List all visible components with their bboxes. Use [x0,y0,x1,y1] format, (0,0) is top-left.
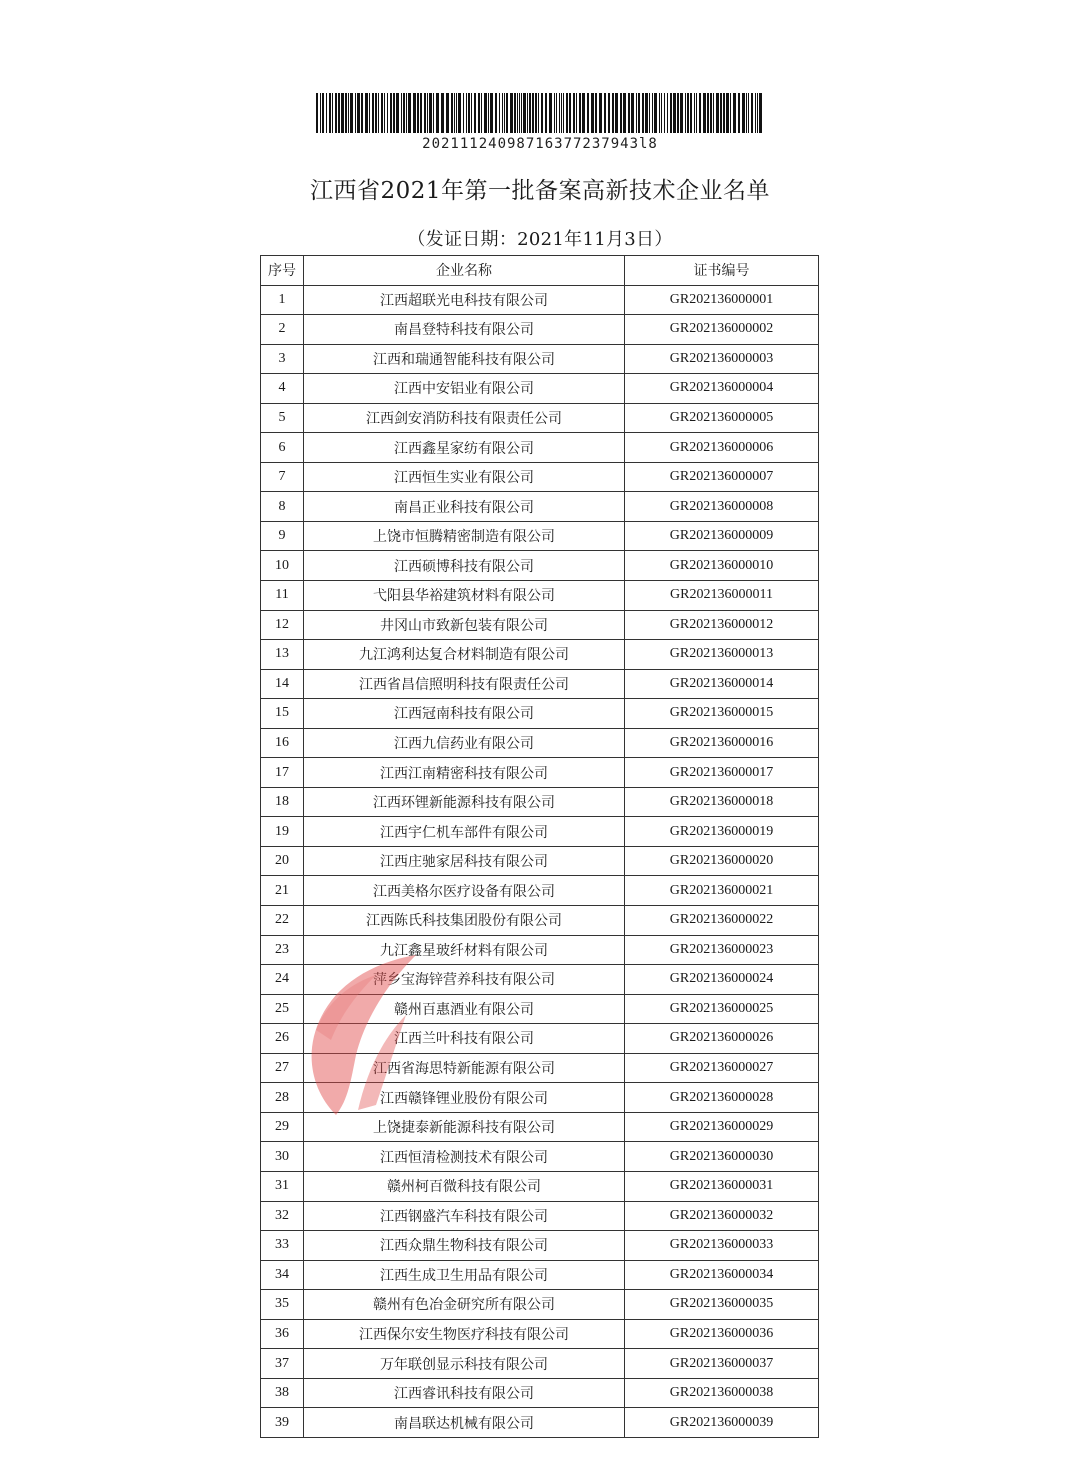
row-certificate-number: GR202136000021 [625,876,819,906]
row-index: 12 [261,610,304,640]
row-company-name: 上饶市恒腾精密制造有限公司 [304,521,625,551]
row-certificate-number: GR202136000023 [625,935,819,965]
barcode [314,93,766,153]
table-row [261,699,819,729]
row-index: 23 [261,935,304,965]
row-company-name: 江西硕博科技有限公司 [304,551,625,581]
watermark-stroke-inner [358,1015,406,1110]
row-certificate-number: GR202136000025 [625,994,819,1024]
row-index: 33 [261,1231,304,1261]
row-company-name: 江西美格尔医疗设备有限公司 [304,876,625,906]
row-company-name: 江西省海思特新能源有限公司 [304,1053,625,1083]
row-certificate-number: GR202136000007 [625,462,819,492]
table-row [261,610,819,640]
row-company-name: 南昌联达机械有限公司 [304,1408,625,1438]
row-certificate-number: GR202136000031 [625,1171,819,1201]
row-company-name: 江西恒生实业有限公司 [304,462,625,492]
row-company-name: 江西恒清检测技术有限公司 [304,1142,625,1172]
row-index: 24 [261,965,304,995]
row-index: 38 [261,1378,304,1408]
row-certificate-number: GR202136000010 [625,551,819,581]
table-row [261,285,819,315]
row-company-name: 江西剑安消防科技有限责任公司 [304,403,625,433]
row-certificate-number: GR202136000028 [625,1083,819,1113]
row-index: 10 [261,551,304,581]
row-certificate-number: GR202136000016 [625,728,819,758]
row-company-name: 江西保尔安生物医疗科技有限公司 [304,1319,625,1349]
table-row [261,1171,819,1201]
row-company-name: 井冈山市致新包装有限公司 [304,610,625,640]
row-company-name: 江西钢盛汽车科技有限公司 [304,1201,625,1231]
row-company-name: 江西兰叶科技有限公司 [304,1024,625,1054]
row-certificate-number: GR202136000002 [625,315,819,345]
row-company-name: 江西赣锋锂业股份有限公司 [304,1083,625,1113]
row-company-name: 江西宇仁机车部件有限公司 [304,817,625,847]
row-company-name: 弋阳县华裕建筑材料有限公司 [304,581,625,611]
table-row [261,906,819,936]
table-row [261,1142,819,1172]
row-company-name: 江西众鼎生物科技有限公司 [304,1231,625,1261]
row-index: 8 [261,492,304,522]
row-index: 4 [261,374,304,404]
table-row [261,640,819,670]
row-certificate-number: GR202136000008 [625,492,819,522]
table-row [261,521,819,551]
row-certificate-number: GR202136000033 [625,1231,819,1261]
row-company-name: 江西超联光电科技有限公司 [304,285,625,315]
row-index: 19 [261,817,304,847]
row-index: 15 [261,699,304,729]
row-company-name: 江西和瑞通智能科技有限公司 [304,344,625,374]
table-row [261,462,819,492]
table-row [261,787,819,817]
row-index: 6 [261,433,304,463]
table-row [261,581,819,611]
row-index: 18 [261,787,304,817]
row-index: 28 [261,1083,304,1113]
table-row [261,551,819,581]
row-index: 27 [261,1053,304,1083]
row-index: 26 [261,1024,304,1054]
row-certificate-number: GR202136000001 [625,285,819,315]
row-company-name: 江西睿讯科技有限公司 [304,1378,625,1408]
row-certificate-number: GR202136000017 [625,758,819,788]
table-row [261,1260,819,1290]
row-certificate-number: GR202136000022 [625,906,819,936]
table-row [261,846,819,876]
row-index: 14 [261,669,304,699]
table-row [261,728,819,758]
table-row [261,344,819,374]
table-row [261,876,819,906]
row-company-name: 上饶捷泰新能源科技有限公司 [304,1112,625,1142]
row-certificate-number: GR202136000005 [625,403,819,433]
table-row [261,492,819,522]
row-company-name: 江西江南精密科技有限公司 [304,758,625,788]
document-title: 江西省2021年第一批备案高新技术企业名单 [309,178,771,204]
row-company-name: 九江鑫星玻纤材料有限公司 [304,935,625,965]
table-row [261,1319,819,1349]
row-certificate-number: GR202136000030 [625,1142,819,1172]
row-index: 35 [261,1290,304,1320]
row-index: 21 [261,876,304,906]
row-index: 2 [261,315,304,345]
row-company-name: 江西省昌信照明科技有限责任公司 [304,669,625,699]
row-index: 29 [261,1112,304,1142]
row-certificate-number: GR202136000013 [625,640,819,670]
row-certificate-number: GR202136000024 [625,965,819,995]
row-company-name: 江西冠南科技有限公司 [304,699,625,729]
row-company-name: 赣州百惠酒业有限公司 [304,994,625,1024]
row-index: 9 [261,521,304,551]
row-certificate-number: GR202136000037 [625,1349,819,1379]
row-certificate-number: GR202136000006 [625,433,819,463]
row-company-name: 萍乡宝海锌营养科技有限公司 [304,965,625,995]
row-index: 7 [261,462,304,492]
enterprise-table [260,255,819,1438]
table-row [261,374,819,404]
row-certificate-number: GR202136000038 [625,1378,819,1408]
row-certificate-number: GR202136000015 [625,699,819,729]
row-company-name: 江西九信药业有限公司 [304,728,625,758]
table-row [261,1201,819,1231]
table-row [261,1408,819,1438]
header-index: 序号 [261,256,304,286]
row-certificate-number: GR202136000029 [625,1112,819,1142]
table-row [261,315,819,345]
table-header-row [261,256,819,286]
row-certificate-number: GR202136000036 [625,1319,819,1349]
table-row [261,403,819,433]
row-certificate-number: GR202136000004 [625,374,819,404]
row-index: 34 [261,1260,304,1290]
watermark-logo [296,935,436,1125]
row-certificate-number: GR202136000011 [625,581,819,611]
table-row [261,1231,819,1261]
row-company-name: 江西陈氏科技集团股份有限公司 [304,906,625,936]
table-row [261,817,819,847]
row-index: 36 [261,1319,304,1349]
row-certificate-number: GR202136000039 [625,1408,819,1438]
row-index: 39 [261,1408,304,1438]
row-company-name: 南昌正业科技有限公司 [304,492,625,522]
row-index: 25 [261,994,304,1024]
row-index: 13 [261,640,304,670]
header-company-name: 企业名称 [304,256,625,286]
row-company-name: 江西中安铝业有限公司 [304,374,625,404]
table-row [261,758,819,788]
barcode-number: 20211124098716377237943l8 [422,136,658,152]
row-index: 17 [261,758,304,788]
table-row [261,1349,819,1379]
table-row [261,669,819,699]
row-company-name: 万年联创显示科技有限公司 [304,1349,625,1379]
row-certificate-number: GR202136000019 [625,817,819,847]
row-index: 30 [261,1142,304,1172]
row-certificate-number: GR202136000009 [625,521,819,551]
table-row [261,1378,819,1408]
row-certificate-number: GR202136000012 [625,610,819,640]
barcode-bars [314,93,766,133]
table-row [261,1290,819,1320]
row-index: 16 [261,728,304,758]
row-certificate-number: GR202136000032 [625,1201,819,1231]
issue-date-subtitle: （发证日期：2021年11月3日） [407,229,673,250]
row-company-name: 赣州有色冶金研究所有限公司 [304,1290,625,1320]
row-certificate-number: GR202136000026 [625,1024,819,1054]
row-index: 1 [261,285,304,315]
row-company-name: 江西环锂新能源科技有限公司 [304,787,625,817]
row-certificate-number: GR202136000003 [625,344,819,374]
header-certificate-number: 证书编号 [625,256,819,286]
row-index: 11 [261,581,304,611]
row-index: 20 [261,846,304,876]
row-index: 32 [261,1201,304,1231]
row-certificate-number: GR202136000027 [625,1053,819,1083]
row-company-name: 江西鑫星家纺有限公司 [304,433,625,463]
row-certificate-number: GR202136000018 [625,787,819,817]
row-index: 22 [261,906,304,936]
row-certificate-number: GR202136000034 [625,1260,819,1290]
row-index: 31 [261,1171,304,1201]
row-company-name: 南昌登特科技有限公司 [304,315,625,345]
row-company-name: 江西庄驰家居科技有限公司 [304,846,625,876]
table-row [261,433,819,463]
row-company-name: 赣州柯百微科技有限公司 [304,1171,625,1201]
row-index: 37 [261,1349,304,1379]
row-certificate-number: GR202136000014 [625,669,819,699]
row-company-name: 江西生成卫生用品有限公司 [304,1260,625,1290]
row-company-name: 九江鸿利达复合材料制造有限公司 [304,640,625,670]
row-index: 3 [261,344,304,374]
row-certificate-number: GR202136000020 [625,846,819,876]
row-certificate-number: GR202136000035 [625,1290,819,1320]
row-index: 5 [261,403,304,433]
